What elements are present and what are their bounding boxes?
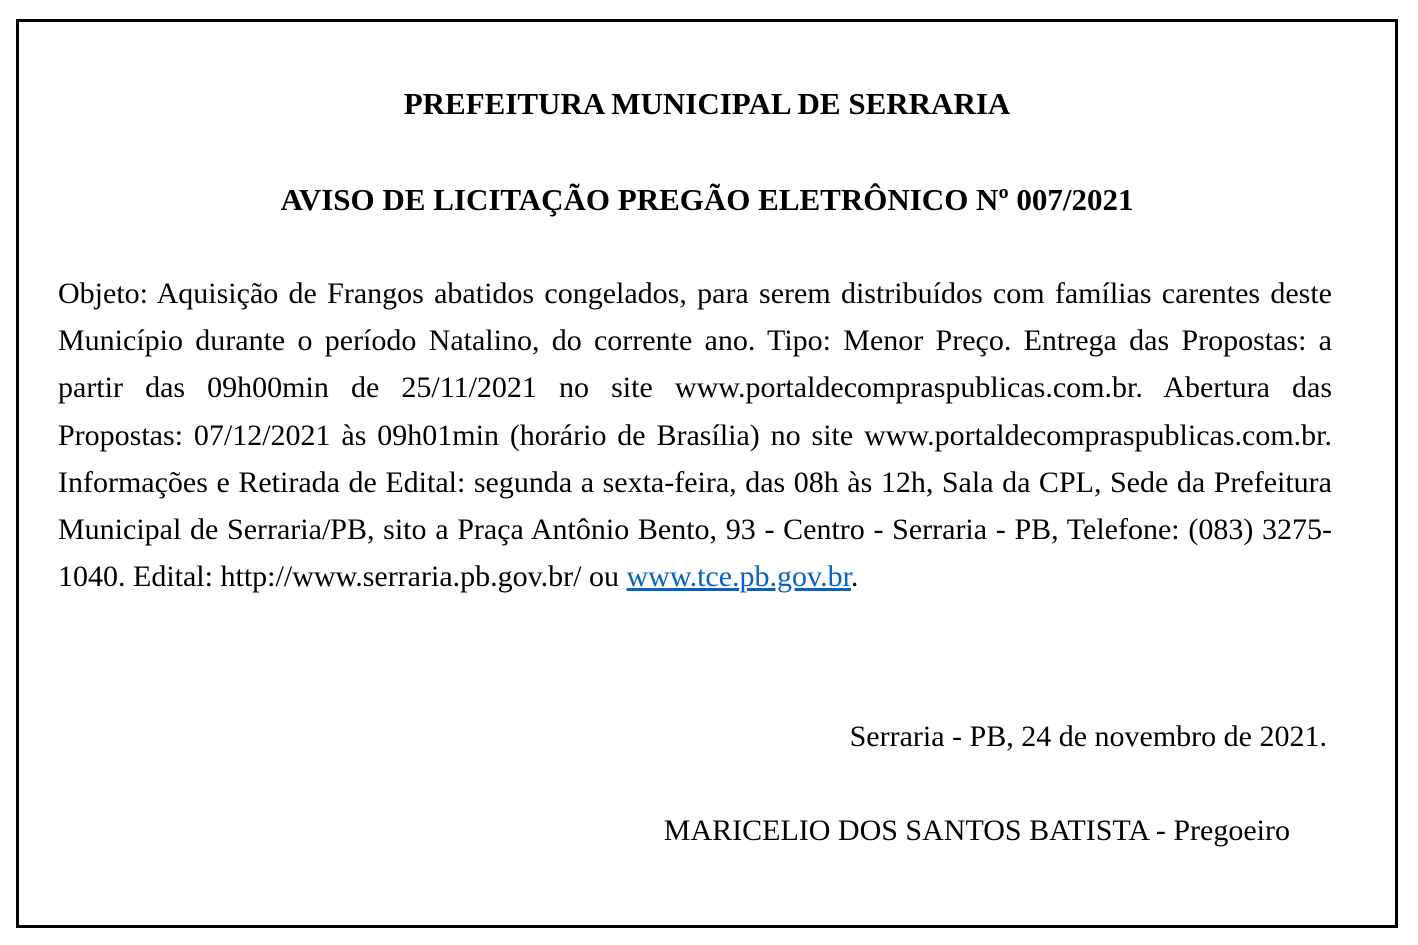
signature-line: MARICELIO DOS SANTOS BATISTA - Pregoeiro <box>663 814 1290 847</box>
notice-body <box>58 270 1332 600</box>
notice-frame <box>16 19 1398 928</box>
organization-title: PREFEITURA MUNICIPAL DE SERRARIA <box>403 86 1011 121</box>
notice-body-period: . <box>850 560 859 594</box>
notice-title: AVISO DE LICITAÇÃO PREGÃO ELETRÔNICO Nº 007/2021 <box>280 182 1134 217</box>
date-line: Serraria - PB, 24 de novembro de 2021. <box>849 720 1327 753</box>
tce-link[interactable]: www.tce.pb.gov.br <box>626 560 851 594</box>
notice-body-text: Objeto: Aquisição de Frangos abatidos congelados, para serem distribuídos com famílias carentes deste Município durante o período Natalino, do corrente ano. Tipo: Menor Preço. Entrega das Propostas: a partir das 09h00min de 25/11/2021 no site www.portaldecompraspublicas.com.br. Abertura das Propostas: 07/12/2021 às 09h01min (horário de Brasília) no site www.portaldecompraspublicas.com.br. Informações e Retirada de Edital: segunda a sexta-feira, das 08h às 12h, Sala da CPL, Sede da Prefeitura Municipal de Serraria/PB, sito a Praça Antônio Bento, 93 - Centro - Serraria - PB, Telefone: (083) 3275-1040. Edital: http://www.serraria.pb.gov.br/ ou <box>58 277 1332 594</box>
